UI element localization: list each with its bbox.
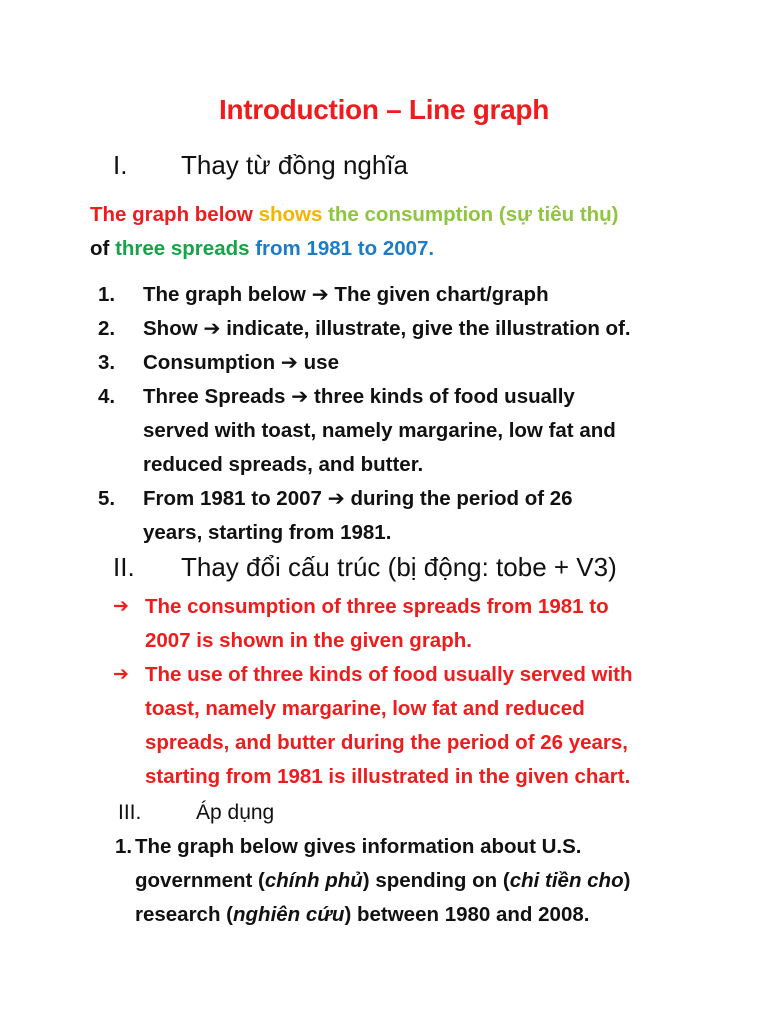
section-1-title: Thay từ đồng nghĩa	[181, 150, 409, 180]
intro-of: of	[90, 237, 110, 260]
list-item	[113, 658, 733, 794]
list-item-number: 4.	[98, 385, 116, 408]
intro-the-graph-below: The graph below	[90, 203, 253, 226]
intro-three-spreads: three spreads	[115, 237, 250, 260]
list-item	[98, 346, 718, 380]
exercise-translation: chi tiền cho	[509, 869, 624, 892]
passive-example-text: The use of three kinds of food usually served with	[145, 663, 633, 686]
list-item-text: reduced spreads, and butter.	[143, 453, 424, 476]
list-item-text: Three Spreads ➔ three kinds of food usually	[143, 385, 575, 408]
exercise-number: 1.	[115, 835, 133, 858]
section-3-numeral: III.	[118, 801, 142, 824]
exercise-text: research (	[135, 903, 234, 926]
arrow-right-icon: ➔	[113, 596, 129, 617]
section-2-heading	[113, 552, 733, 588]
section-3-title: Áp dụng	[196, 801, 275, 824]
list-item-text: served with toast, namely margarine, low fat and	[143, 419, 616, 442]
section-3-heading	[118, 796, 718, 830]
exercise-line-2	[135, 864, 630, 898]
list-item	[98, 278, 718, 312]
arrow-right-icon: ➔	[113, 664, 129, 685]
exercise-text: ) spending on (	[362, 869, 510, 892]
intro-sentence-line-1	[90, 198, 619, 232]
list-item-text: The graph below ➔ The given chart/graph	[143, 283, 549, 306]
list-item-number: 1.	[98, 283, 116, 306]
passive-example-text: toast, namely margarine, low fat and reduced	[145, 697, 585, 720]
section-2-numeral: II.	[113, 552, 135, 582]
section-1-heading	[113, 150, 713, 186]
exercise-translation: chính phủ	[264, 869, 363, 892]
passive-example-text: starting from 1981 is illustrated in the given chart.	[145, 765, 631, 788]
list-item-text: Show ➔ indicate, illustrate, give the illustration of.	[143, 317, 631, 340]
page-title: Introduction – Line graph	[218, 94, 550, 125]
list-item	[98, 380, 718, 482]
exercise-item	[115, 830, 715, 932]
passive-example-text: 2007 is shown in the given graph.	[145, 629, 472, 652]
passive-example-text: The consumption of three spreads from 1981 to	[145, 595, 609, 618]
intro-consumption: the consumption (sự tiêu thụ)	[328, 203, 619, 226]
passive-example-text: spreads, and butter during the period of 26 years,	[145, 731, 628, 754]
list-item-number: 3.	[98, 351, 116, 374]
intro-sentence-line-2	[90, 232, 434, 266]
exercise-text: )	[623, 869, 631, 892]
list-item	[98, 482, 718, 550]
intro-date-range: from 1981 to 2007.	[255, 237, 435, 260]
intro-shows: shows	[258, 203, 323, 226]
list-item-text: Consumption ➔ use	[143, 351, 339, 374]
exercise-text: government (	[135, 869, 265, 892]
list-item-text: From 1981 to 2007 ➔ during the period of 26	[143, 487, 573, 510]
list-item	[113, 590, 733, 658]
list-item-text: years, starting from 1981.	[143, 521, 392, 544]
section-2-title: Thay đổi cấu trúc (bị động: tobe + V3)	[181, 552, 617, 582]
exercise-translation: nghiên cứu	[233, 903, 345, 926]
list-item-number: 5.	[98, 487, 116, 510]
section-1-numeral: I.	[113, 150, 128, 180]
list-item	[98, 312, 718, 346]
exercise-line-3	[135, 898, 589, 932]
list-item-number: 2.	[98, 317, 116, 340]
exercise-line-1: The graph below gives information about U.S.	[135, 835, 582, 858]
exercise-text: ) between 1980 and 2008.	[344, 903, 590, 926]
